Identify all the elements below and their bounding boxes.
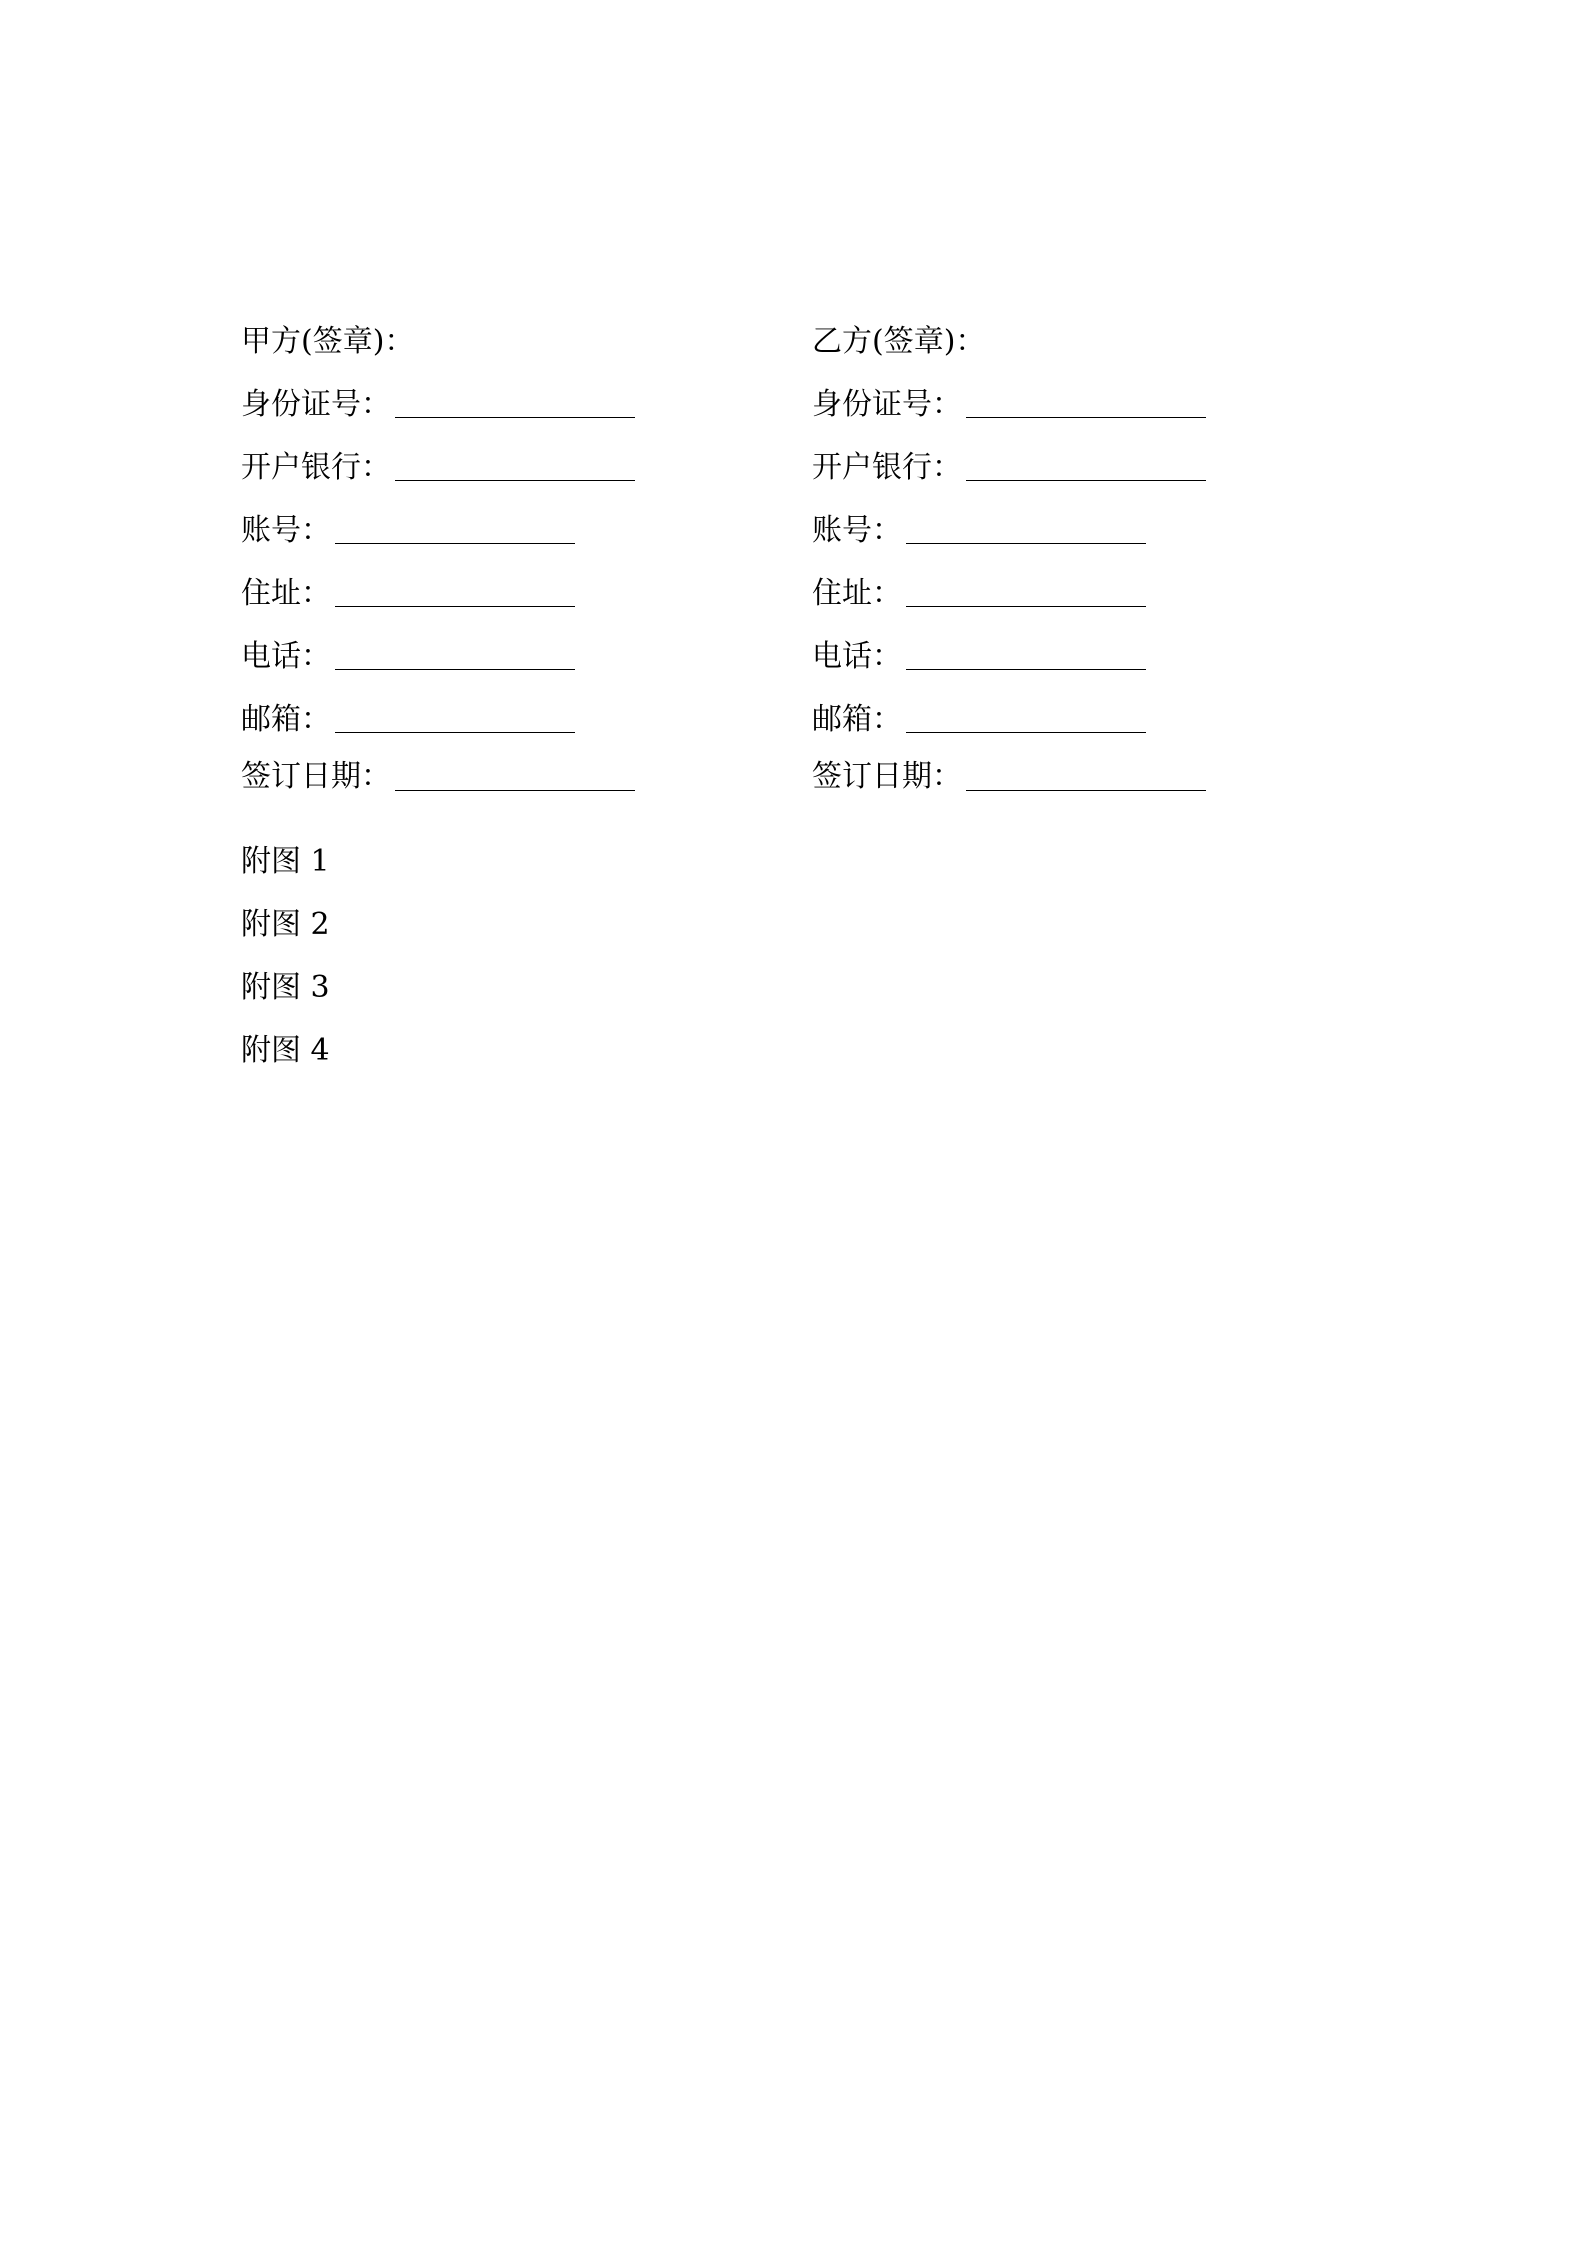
party-b-email-label: 邮箱： [812,701,902,737]
party-a-address-label: 住址： [241,575,331,611]
annex-item: 附图 4 [241,1032,330,1068]
party-a-account-field[interactable] [335,513,575,544]
party-b-bank-row [812,432,1332,495]
party-a-title: 甲方(签章)： [241,323,415,359]
party-a-email-label: 邮箱： [241,701,331,737]
party-b-bank-field[interactable] [966,450,1206,481]
party-b-email-row [812,684,1332,747]
party-a-account-row [241,495,761,558]
party-b-id-field[interactable] [966,387,1206,418]
party-b-phone-label: 电话： [812,638,902,674]
party-a-id-label: 身份证号： [241,386,391,422]
party-a-id-row [241,369,761,432]
party-b-title-row [812,306,1332,369]
party-b-account-row [812,495,1332,558]
party-b-section [812,306,1332,799]
party-a-bank-row [241,432,761,495]
party-a-section [241,306,761,799]
annex-item: 附图 1 [241,843,330,879]
party-b-phone-field[interactable] [906,639,1146,670]
party-b-date-row [812,747,1332,799]
party-b-date-label: 签订日期： [812,759,962,794]
party-a-phone-label: 电话： [241,638,331,674]
party-b-address-field[interactable] [906,576,1146,607]
party-b-account-label: 账号： [812,512,902,548]
party-a-bank-label: 开户银行： [241,449,391,485]
party-a-id-field[interactable] [395,387,635,418]
party-a-bank-field[interactable] [395,450,635,481]
party-a-address-row [241,558,761,621]
annex-item: 附图 3 [241,969,330,1005]
party-a-phone-field[interactable] [335,639,575,670]
party-a-date-row [241,747,761,799]
party-a-phone-row [241,621,761,684]
party-b-address-label: 住址： [812,575,902,611]
party-b-id-label: 身份证号： [812,386,962,422]
annex-list [241,826,841,1078]
party-b-phone-row [812,621,1332,684]
party-b-bank-label: 开户银行： [812,449,962,485]
annex-item: 附图 2 [241,906,330,942]
party-b-date-field[interactable] [966,760,1206,791]
party-b-id-row [812,369,1332,432]
party-a-date-field[interactable] [395,760,635,791]
party-a-email-field[interactable] [335,702,575,733]
party-b-email-field[interactable] [906,702,1146,733]
party-a-account-label: 账号： [241,512,331,548]
party-a-date-label: 签订日期： [241,759,391,794]
party-a-address-field[interactable] [335,576,575,607]
party-a-email-row [241,684,761,747]
party-a-title-row [241,306,761,369]
party-b-title: 乙方(签章)： [812,323,986,359]
party-b-account-field[interactable] [906,513,1146,544]
party-b-address-row [812,558,1332,621]
